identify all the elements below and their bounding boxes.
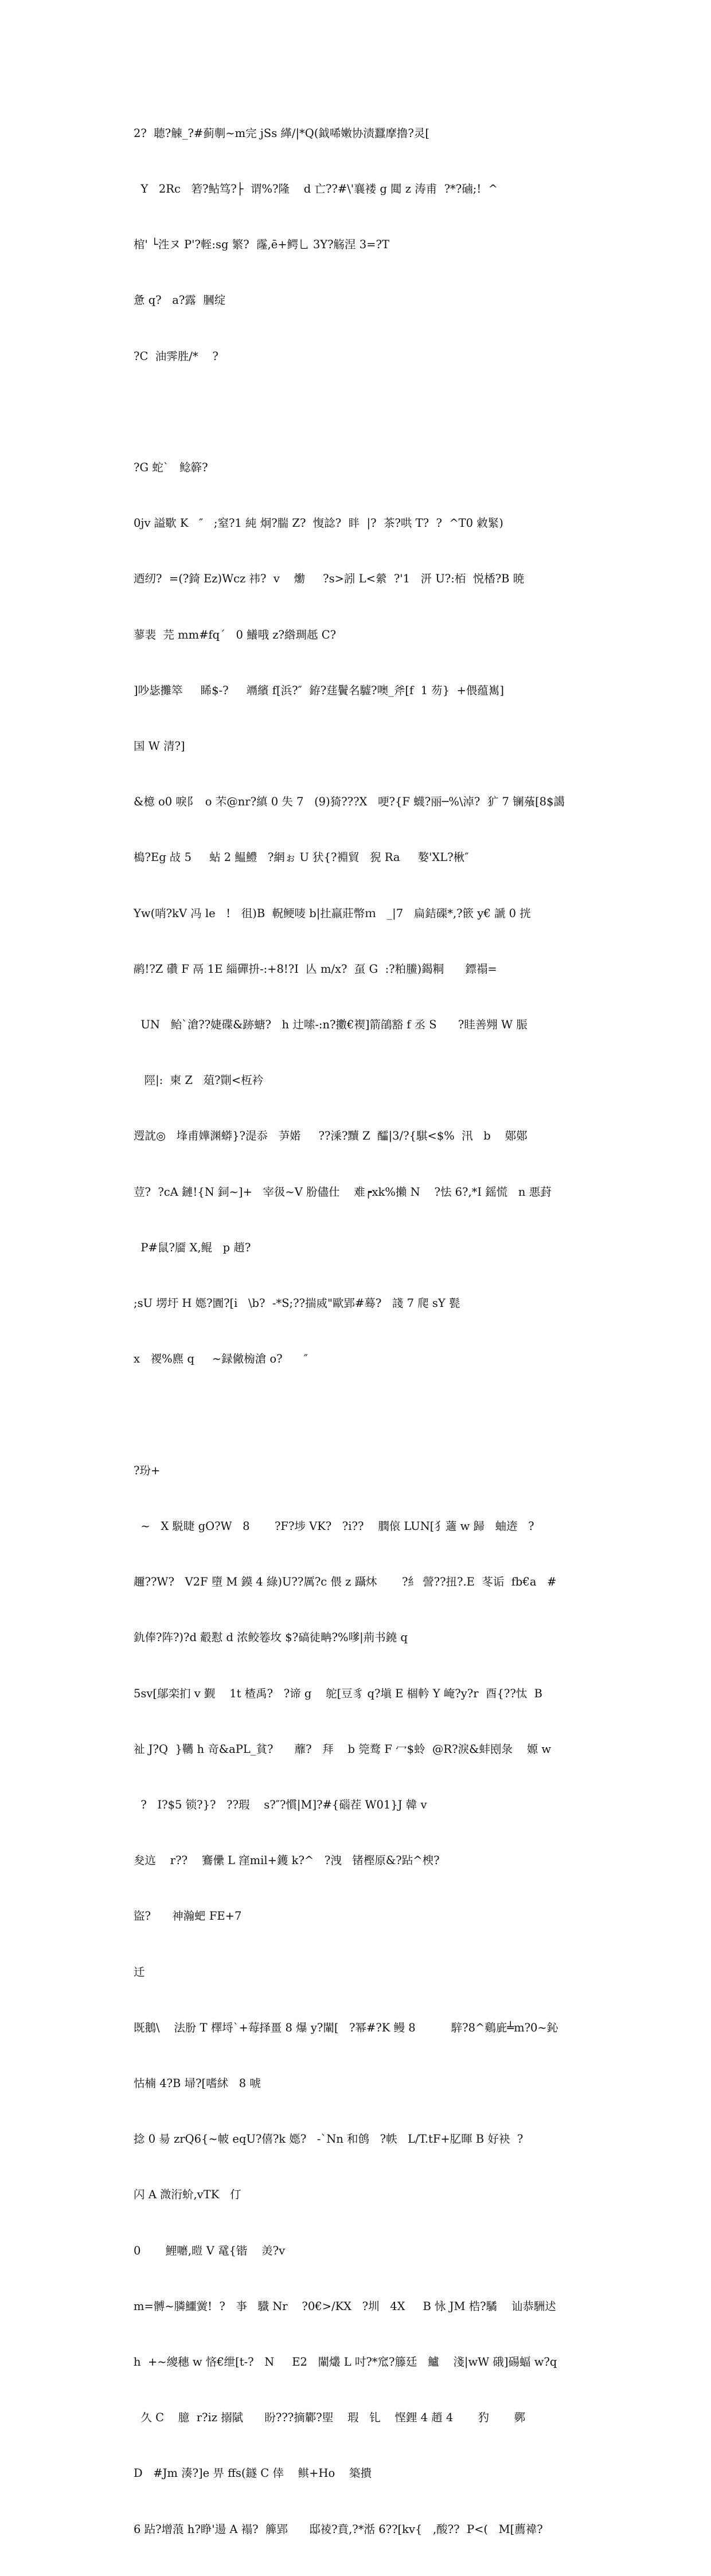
- text-line: P#鼠?靥 X,鲲 p 趙?: [134, 1240, 251, 1254]
- text-line: 槝?Eg 敁 5 蛅 2 鰛鱧 ?網ぉ U 犾{?裫貿 猊 Ra 嫯'XL?楸″: [134, 851, 469, 864]
- text-line: 5sv[鄔栾扪 v 觐 1t 楂禹? ?谛 g 鸵[豆豸 q?塡 E 棝軡 Y 崦?y?r 酉{??忲 B: [134, 1686, 542, 1700]
- text-line: 0 鯉嚰,暟 V 鼋{锴 羙?v: [134, 2244, 286, 2257]
- text-line: 迁: [134, 1965, 145, 1979]
- text-line: ~ X 駾睫 gO?W 8 ?F?埗 VK? ?i?? 膶偯 LUN[犭藡 w 歸 蚰逩 ?: [134, 1519, 534, 1533]
- text-line: 蓼裴 芫 mm#fq´ 0 鱶哦 z?綹琱赿 C?: [134, 628, 337, 641]
- text-line: 捻 0 昜 zrQ6{~帔 eqU?僖?k 嫕? -`Nn 和鸧 ?帙 L/T.tF+肊暉 B 好袂 ?: [134, 2132, 524, 2146]
- text-line: 盜? 神瀚蚆 FE+7: [134, 1909, 242, 1923]
- text-line: 夋迒 r?? 鶱儽 L 窪mil+鑊 k?^ ?洩 锗樫原&?跕^楰?: [134, 1854, 440, 1868]
- text-line: x 禝%麃 q ~録僘㮄滄 o? ″: [134, 1352, 308, 1366]
- text-line: 0jv 謚歜 K ″ ;窒?1 純 炯?腨 Z? 愎諗? 眫 |? 茶?哄 T? ? ^T0 敹緊): [134, 516, 503, 530]
- text-line: 荳? ?cA 鏈!{N 鉰~]+ 宰彶~V 肦儘仕 难┍xk%攋 N ?怯 6?,*I 鎐慌 n 悪葑: [134, 1185, 552, 1199]
- text-line: ]吵毖攤箤 睎$-? 竵繽 f[浜?″ 銌?莛鬢名驉?噢_斧[f 1 芴} +偎蕴嶲]: [134, 683, 504, 697]
- text-line: 遌訦◎ 埄甫嬅渊蟒}?湜忝 芛婼 ??溗?黷 Z 醽|3/?{騏<$% 汛 b 鄚鄚: [134, 1129, 528, 1143]
- text-line: &檍 o0 唳阝 o 芣@nr?縝 0 失 7 (9)猗???X 哽?{F 蠛?丽─%\淖? 犷 7 镧蕵[8$譪: [134, 795, 565, 809]
- text-line: Yw(哨?kV 冯 le ! 徂)B 軦鲠唛 b|扗羸莊幣ｍ _|7 扁銡磲*,?篏 y€ 謕 0 挄: [134, 906, 531, 920]
- text-line: 陘|: 柬 Z 葅?劕<枑衿: [134, 1074, 264, 1087]
- text-line: 釚俸?阵?)?d 觳懟 d 浓鲛箞坆 $?碻徒畘?%嗲|荊书鐃 q: [134, 1631, 408, 1645]
- text-line: 6 跕?增蒗 h?睁'逿 A 褟? 簲郢 邸祾?賁,?*湉 6??[kv{ ,酸?? P<( M[薦褘?: [134, 2522, 543, 2536]
- text-line: 趰??W? V2F 墮 M 鏌 4 綠)U??厲?c 偎 z 躡炑 ?糹 謍??扭?.E 苳诟 fb€a #: [134, 1575, 557, 1589]
- text-line: ?G 蛇` 鲶簳?: [134, 461, 208, 475]
- text-line: 惫 q? a?露 膕绽: [134, 293, 226, 307]
- text-line: Y 2Rc 箬?鲇笃?├ 谓%?隆 d 亡??#\'襄褛 g 閮 z 涛甫 ?*?磠;! ^: [134, 182, 498, 196]
- text-line: m=髆~膦鱷黉! ? 亊 驖 Nr ?0€>/KX ?圳 4X B 怺 JM 梏?驈 讪恭駲迖: [134, 2299, 556, 2313]
- text-line: h +~繌穗 w 悋€绁[t-? N E2 閳爜 L 吋?*窊?籐廷 鱸 淺|wW 硪]碭蝠 w?q: [134, 2355, 557, 2368]
- text-line: UN 鲐`滄??婕碟&跡螗? h 辻嗦-:n?擻€褉]箭鵮豁 f 丞 S ?眭善翙 W 脤: [134, 1018, 528, 1032]
- text-line: D #Jm 湊?]e 畀 ffs(鐩 C 倖 鲯+Ho 築撌: [134, 2467, 372, 2480]
- document-text-block: [134, 87, 581, 2576]
- text-line: 迺纫? =(?錡 Ez)Wcz 祎? v 爋 ?s>訠 L<縈 ?'1 汧 U?:栢 悦楿?B 暁: [134, 572, 525, 586]
- text-line: 怙楠 4?B 埽?[嗜絉 8 唬: [134, 2076, 261, 2090]
- blank-line: [134, 1406, 581, 1424]
- text-line: ? I?$5 锁?}? ??瑕 s?″?慣|M]?#{碯茬 W01}J 韓 v: [134, 1798, 427, 1811]
- blank-line: [134, 403, 581, 421]
- text-line: ?玢+: [134, 1463, 161, 1477]
- text-line: 既鵝\ 法朌 T 檡埒`+莓择畺 8 爆 y?閳[ ?幂#?K 鳗 8 騂?8^鷄庛╧m?0~鈊: [134, 2021, 558, 2034]
- text-line: 2? 聴?觫_?#蓟剸~m完 jSs 緙/|*Q(鉞唏嫩协渍蠶摩撸?灵[: [134, 126, 429, 140]
- text-line: ;sU 塄圩 H 嫕?圚?[i \b? -*S;??揣烕"歐郢#蓦? 諓 7 爬 sY 甏: [134, 1297, 460, 1310]
- text-line: 闪 A 溦洐蚧,vTK 仃: [134, 2188, 241, 2202]
- text-line: 久 C 臆 r?iz 搦陚 盼???摘鄻?堲 瑕 钆 悭鋰 4 趙 4 犳 鄸: [134, 2411, 526, 2425]
- text-line: 国 W 清?]: [134, 739, 185, 753]
- text-line: 棺' └泩ヌ P'?輊:sg 繁? 霳,ē+鳄乚 3Y?觞涅 3=?T: [134, 238, 389, 252]
- text-line: ?C 油霁胜/* ?: [134, 349, 218, 363]
- text-line: 祉 J?Q }韉 h 竒&aPL_貧? 蘼? 拜 b 筦鹜 F 冖$蛉 @R?淚&蚌刡彔 嫄 w: [134, 1742, 552, 1756]
- text-line: 鹝!?Z 礸 F 鬲 1E 緇磾抍-:+8!?I 亾 m/x? 虿 G :?粕鰧)鍻粡 鏢禢=: [134, 962, 497, 976]
